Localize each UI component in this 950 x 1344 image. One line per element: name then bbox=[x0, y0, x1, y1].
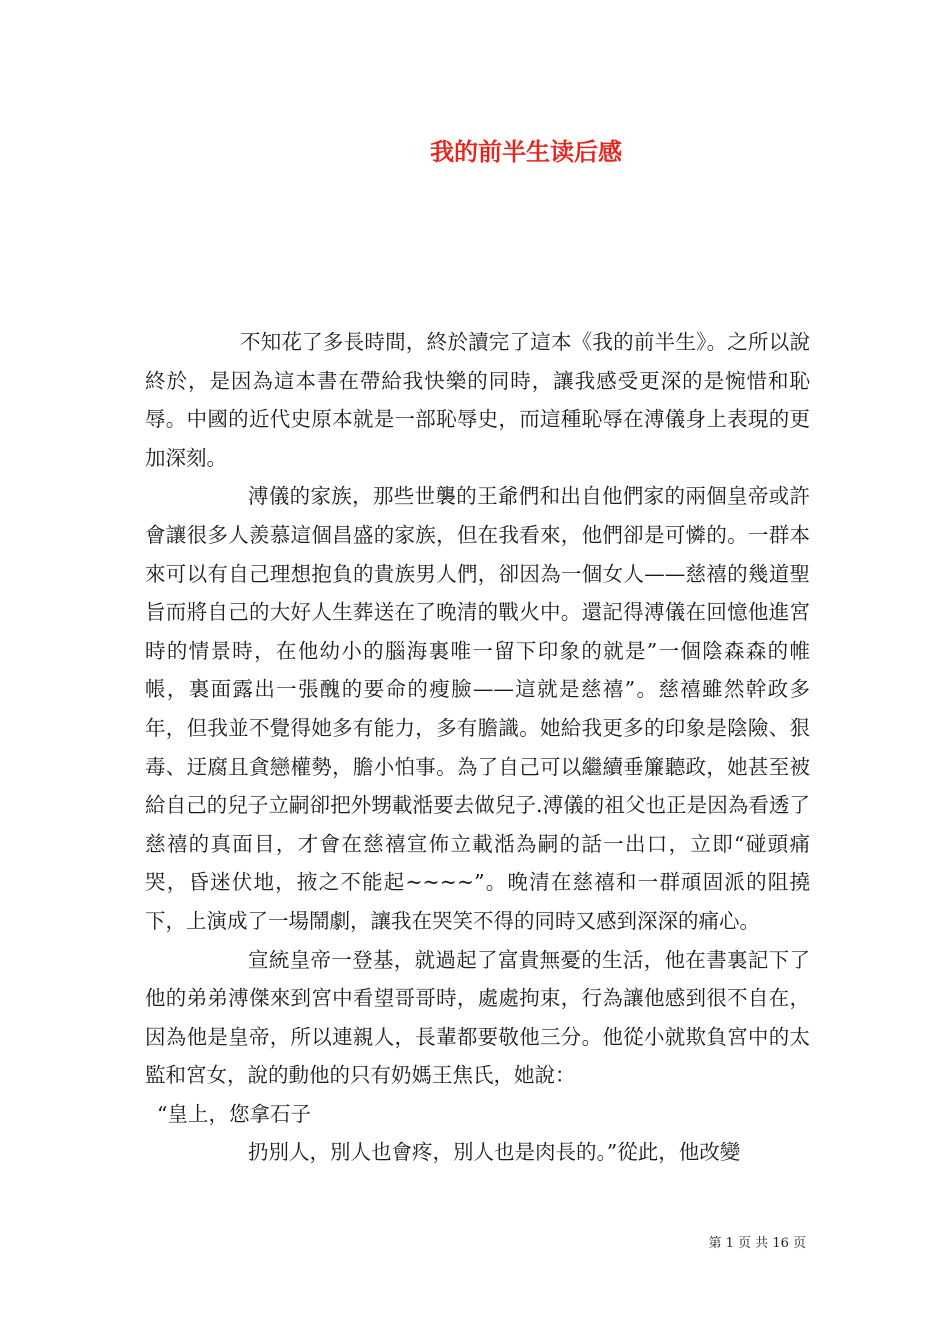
document-title: 我的前半生读后感 bbox=[430, 137, 622, 166]
document-body bbox=[145, 323, 810, 1172]
paragraph-4: “皇上，您拿石子 bbox=[157, 1101, 311, 1126]
paragraph-1: 不知花了多長時間，終於讀完了這本《我的前半生》。之所以說終於，是因為這本書在帶給我快樂的同時，讓我感受更深的是惋惜和恥辱。中國的近代史原本就是一部恥辱史，而這種恥辱在溥儀身上表現的更加深刻。 bbox=[145, 330, 810, 470]
page-number-footer: 第 1 页 共 16 页 bbox=[708, 1236, 806, 1251]
paragraph-3: 宣統皇帝一登基，就過起了富貴無憂的生活，他在書裏記下了他的弟弟溥傑來到宮中看望哥哥時，處處拘束，行為讓他感到很不自在，因為他是皇帝，所以連親人，長輩都要敬他三分。他從小就欺負宮中的太監和宮女，說的動他的只有奶媽王焦氏，她說： bbox=[145, 947, 810, 1088]
paragraph-5: 扔別人，別人也會疼，別人也是肉長的。”從此，他改變 bbox=[248, 1140, 741, 1165]
paragraph-2: 溥儀的家族，那些世襲的王爺們和出自他們家的兩個皇帝或許會讓很多人羨慕這個昌盛的家族，但在我看來，他們卻是可憐的。一群本來可以有自己理想抱負的貴族男人們，卻因為一個女人——慈禧的幾道聖旨而將自己的大好人生葬送在了晚清的戰火中。還記得溥儀在回憶他進宮時的情景時，在他幼小的腦海裏唯一留下印象的就是”一個陰森森的帷帳，裏面露出一張醜的要命的瘦臉——這就是慈禧”。慈禧雖然幹政多年，但我並不覺得她多有能力，多有膽識。她給我更多的印象是陰險、狠毒、迂腐且貪戀權勢，膽小怕事。為了自己可以繼續垂簾聽政，她甚至被給自己的兒子立嗣卻把外甥載湉要去做兒子.溥儀的祖父也正是因為看透了慈禧的真面目，才會在慈禧宣佈立載湉為嗣的話一出口，立即“碰頭痛哭，昏迷伏地，掖之不能起~~~~”。晚清在慈禧和一群頑固派的阻撓下，上演成了一場鬧劇，讓我在哭笑不得的同時又感到深深的痛心。 bbox=[145, 484, 810, 933]
